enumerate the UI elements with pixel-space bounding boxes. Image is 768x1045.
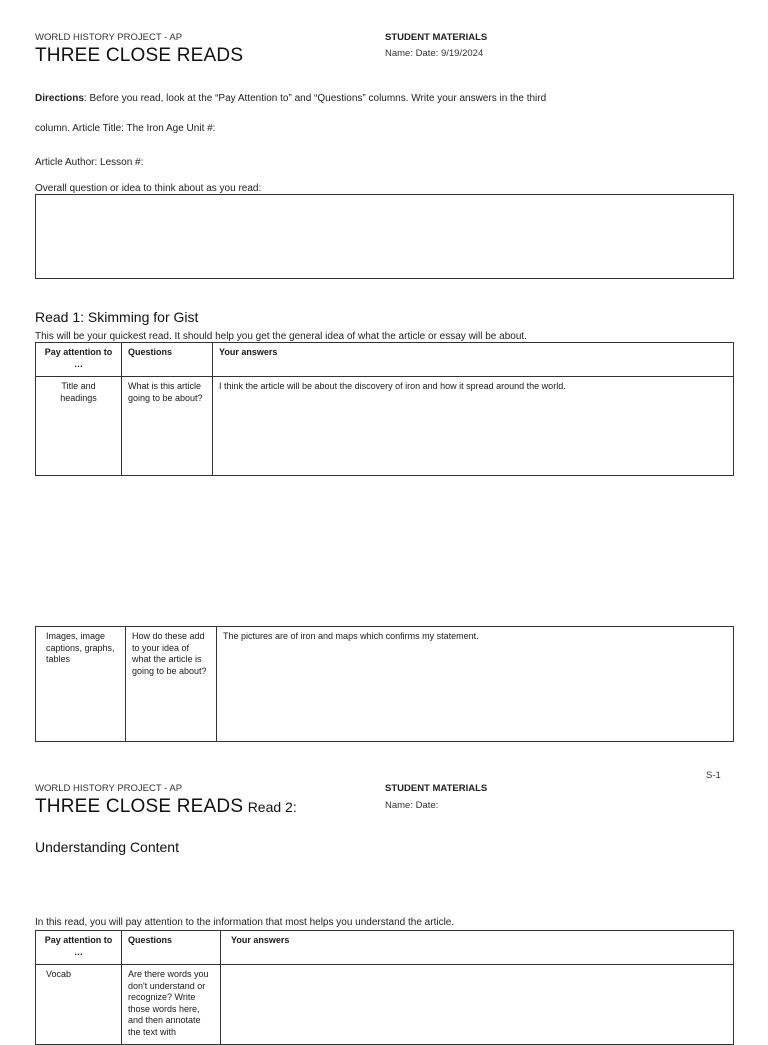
header-pay-attention: Pay attention to … [36,931,122,965]
article-title-line: column. Article Title: The Iron Age Unit #: [35,123,216,134]
article-author-line: Article Author: Lesson #: [35,157,144,168]
page-number: S-1 [706,770,721,781]
header-questions: Questions [122,931,221,965]
directions [35,93,546,104]
cell-answer[interactable] [221,965,734,1045]
page-title-2-main: THREE CLOSE READS [35,796,244,817]
page-title-2 [35,796,297,818]
cell-question: How do these add to your idea of what the article is going to be about? [126,627,217,742]
read1-table [35,342,734,476]
project-label: WORLD HISTORY PROJECT - AP [35,32,183,43]
header-pay-attention: Pay attention to … [36,343,122,377]
read1-intro: This will be your quickest read. It should help you get the general idea of what the article or essay will be about. [35,331,527,342]
overall-question-box[interactable] [35,194,734,279]
name-date: Name: Date: 9/19/2024 [385,48,484,59]
read2-table [35,930,734,1045]
cell-pay-attention: Vocab [36,965,122,1045]
read2-intro: In this read, you will pay attention to the information that most helps you understand the article. [35,917,455,928]
project-label-2: WORLD HISTORY PROJECT - AP [35,783,183,794]
header-your-answers: Your answers [213,343,734,377]
cell-question: Are there words you don't understand or recognize? Write those words here, and then annotate the text with [122,965,221,1045]
cell-answer[interactable]: I think the article will be about the discovery of iron and how it spread around the world. [213,377,734,476]
name-date-2: Name: Date: [385,800,439,811]
student-materials-label: STUDENT MATERIALS [385,32,488,43]
student-materials-label-2: STUDENT MATERIALS [385,783,488,794]
overall-question-label: Overall question or idea to think about as you read: [35,183,262,194]
page-title: THREE CLOSE READS [35,45,244,66]
table-row [36,965,734,1045]
cell-question: What is this article going to be about? [122,377,213,476]
read1-table-continued [35,626,734,742]
table-header-row [36,343,734,377]
header-your-answers: Your answers [221,931,734,965]
cell-pay-attention: Images, image captions, graphs, tables [36,627,126,742]
read2-subheading: Understanding Content [35,839,179,855]
page-title-2-suffix: Read 2: [247,799,297,815]
cell-pay-attention: Title and headings [36,377,122,476]
read1-heading: Read 1: Skimming for Gist [35,309,199,325]
cell-answer[interactable]: The pictures are of iron and maps which confirms my statement. [217,627,734,742]
table-row [36,627,734,742]
directions-label: Directions [35,93,84,104]
directions-text: : Before you read, look at the “Pay Attention to” and “Questions” columns. Write your answers in the third [83,93,547,104]
header-questions: Questions [122,343,213,377]
table-header-row [36,931,734,965]
table-row [36,377,734,476]
